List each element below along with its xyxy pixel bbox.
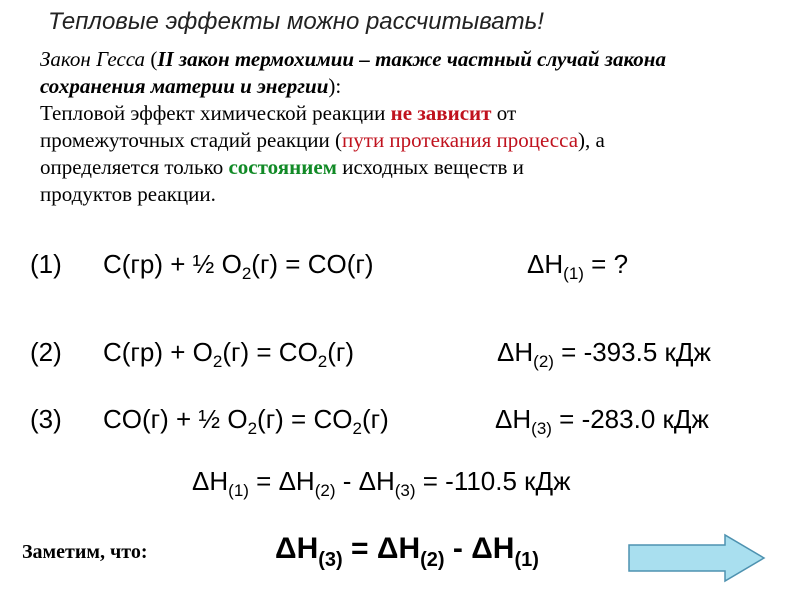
law-text-line: промежуточных стадий реакции (пути протекания процесса), а <box>40 128 605 152</box>
law-heading-cont: сохранения материи и энергии): <box>40 74 342 98</box>
hess-result: $\Delta H_{(1)} = \Delta H_{(2)} - \Delta H_{(3)} = -110.5$ кДж <box>192 466 571 500</box>
law-text-line: Тепловой эффект химической реакции не зависит от <box>40 101 517 125</box>
enthalpy-value: $\Delta H_{(3)} = -283.0$ кДж <box>495 404 709 438</box>
path-highlight: пути протекания процесса <box>342 128 579 152</box>
equation-number: (1) <box>30 249 62 279</box>
law-text-line: определяется только состоянием исходных веществ и <box>40 155 524 179</box>
law-heading: Закон Гесса (II закон термохимии – также частный случай закона <box>40 47 666 71</box>
law-name: Закон Гесса <box>40 47 146 71</box>
law-text-line: продуктов реакции. <box>40 182 216 206</box>
law-note: II закон термохимии – также частный случай закона <box>157 47 666 71</box>
right-arrow-icon[interactable] <box>627 533 767 588</box>
slide-title: Тепловые эффекты можно рассчитывать! <box>48 8 544 35</box>
state-highlight: состоянием <box>228 155 337 179</box>
equation-reaction: С(гр) + ½ $O_2(г) = CO(г)$ <box>103 249 374 283</box>
hess-law-block <box>40 46 780 208</box>
equation-number: (3) <box>30 404 62 434</box>
equation-number: (2) <box>30 337 62 367</box>
note-label: Заметим, что: <box>22 541 148 563</box>
enthalpy-value: $\Delta H_{(1)}$ = ? <box>527 249 629 283</box>
equation-reaction: CO(г) + ½ $O_2(г) = CO_2(г)$ <box>103 404 389 438</box>
final-formula: $\Delta H_{(3)} = \Delta H_{(2)} - \Delta H_{(1)}$ <box>275 532 539 571</box>
right-arrow-shape <box>627 533 767 583</box>
enthalpy-value: $\Delta H_{(2)} = -393.5$ кДж <box>497 337 711 371</box>
not-depends-highlight: не зависит <box>390 101 492 125</box>
equation-reaction: $С(гр) + O_2(г) = CO_2(г)$ <box>103 337 355 371</box>
